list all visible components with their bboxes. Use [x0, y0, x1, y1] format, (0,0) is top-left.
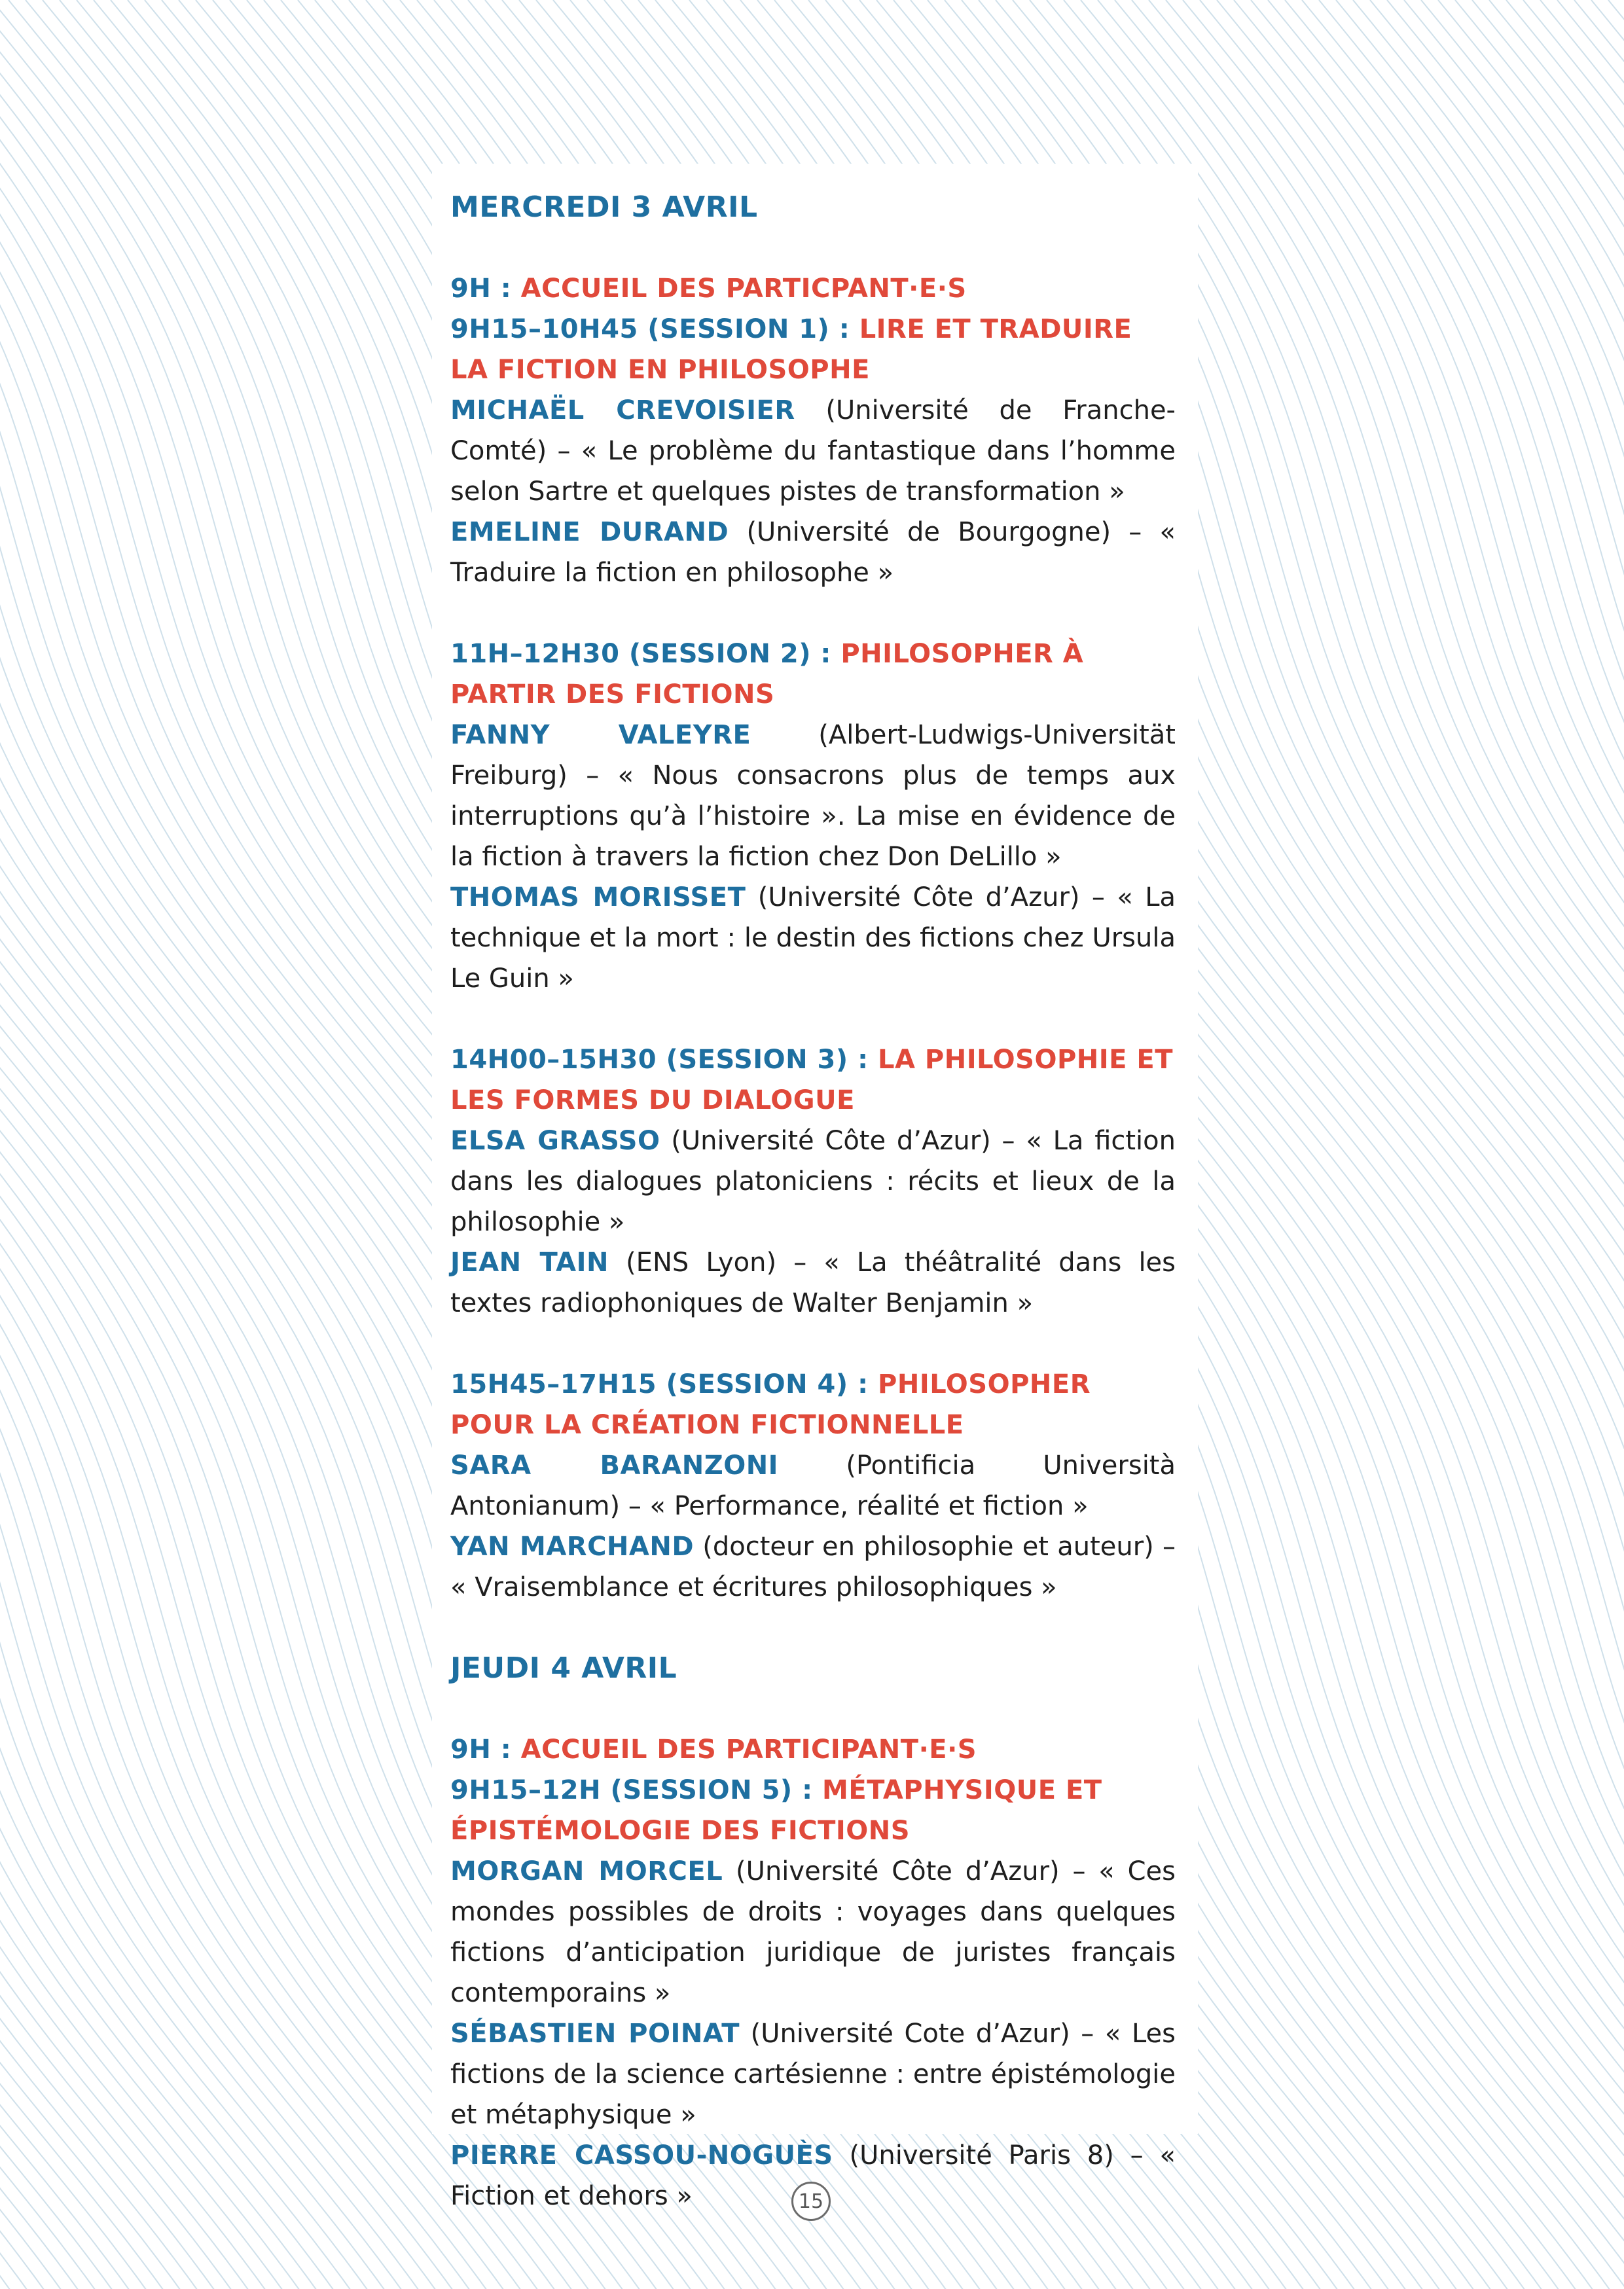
day-section-thursday [450, 1648, 1176, 2216]
talk-details: (Albert-Ludwigs-Universität Freiburg) – « Nous consacrons plus de temps aux interruptions qu’à l’histoire ». La mise en évidence de la fiction à travers la fiction chez Don DeLillo » [450, 720, 1176, 872]
day-heading: MERCREDI 3 AVRIL [450, 190, 758, 224]
wave-line [0, 0, 492, 2289]
speaker-name: THOMAS MORISSET [450, 882, 746, 912]
session-line [450, 1364, 1176, 1445]
wave-line [1183, 0, 1624, 2289]
talk-entry [450, 1851, 1176, 2013]
session-block [450, 268, 1176, 593]
talk-entry [450, 1445, 1176, 1526]
wave-line [0, 0, 152, 2289]
day-section-wednesday [450, 187, 1176, 1608]
talk-details: (Université Côte d’Azur) – « La technique et la mort : le destin des fictions chez Ursula Le Guin » [450, 882, 1176, 994]
wave-line [0, 0, 390, 2289]
speaker-name: SÉBASTIEN POINAT [450, 2019, 740, 2049]
session-time: 9H : [450, 274, 521, 304]
speaker-name: ELSA GRASSO [450, 1126, 660, 1156]
talk-entry [450, 1242, 1176, 1324]
wave-line [1523, 0, 1624, 2289]
talk-entry [450, 715, 1176, 877]
wave-line [1591, 0, 1624, 2289]
session-block [450, 1364, 1176, 1608]
speaker-name: EMELINE DURAND [450, 517, 729, 547]
talk-details: (Université de Bourgogne) – « Traduire la fiction en philosophe » [450, 517, 1176, 588]
program-page [450, 187, 1176, 2216]
session-time: 15H45–17H15 (SESSION 4) : [450, 1369, 878, 1399]
session-title: LIRE ET TRADUIRE LA FICTION EN PHILOSOPHE [450, 314, 1132, 385]
session-title: ACCUEIL DES PARTICIPANT·E·S [520, 1735, 977, 1765]
talk-entry [450, 1526, 1176, 1608]
talk-details: (Université Paris 8) – « Fiction et dehors » [450, 2140, 1176, 2211]
session-title: PHILOSOPHER À PARTIR DES FICTIONS [450, 639, 1084, 710]
talk-entry [450, 512, 1176, 593]
speaker-name: SARA BARANZONI [450, 1451, 779, 1481]
talk-details: (Université Côte d’Azur) – « La fiction dans les dialogues platoniciens : récits et lieux de la philosophie » [450, 1126, 1176, 1237]
page-number: 15 [791, 2182, 831, 2221]
talk-entry [450, 390, 1176, 512]
wave-line [1319, 0, 1624, 2289]
session-block [450, 634, 1176, 999]
wave-line [0, 0, 322, 2289]
session-time: 9H : [450, 1735, 521, 1765]
talk-details: (Pontificia Università Antonianum) – « Performance, réalité et fiction » [450, 1451, 1176, 1521]
wave-line [1251, 0, 1624, 2289]
session-time: 9H15–12H (SESSION 5) : [450, 1775, 823, 1805]
speaker-name: MORGAN MORCEL [450, 1856, 723, 1886]
wave-line [0, 0, 424, 2289]
session-line [450, 1039, 1176, 1121]
speaker-name: MICHAËL CREVOISIER [450, 395, 795, 425]
wave-line [0, 0, 356, 2289]
session-time: 14H00–15H30 (SESSION 3) : [450, 1045, 878, 1075]
wave-line [1149, 0, 1624, 2289]
wave-line [0, 0, 50, 2289]
session-line [450, 1729, 1176, 1770]
talk-entry [450, 877, 1176, 999]
session-title: ACCUEIL DES PARTICPANT·E·S [520, 274, 967, 304]
wave-line [1557, 0, 1624, 2289]
day-heading: JEUDI 4 AVRIL [450, 1651, 677, 1685]
talk-entry [450, 1121, 1176, 1242]
session-line [450, 309, 1176, 390]
talk-entry [450, 2013, 1176, 2135]
talk-details: (docteur en philosophie et auteur) – « Vraisemblance et écritures philosophiques » [450, 1532, 1176, 1602]
session-time: 9H15–10H45 (SESSION 1) : [450, 314, 859, 344]
wave-line [1489, 0, 1624, 2289]
talk-details: (ENS Lyon) – « La théâtralité dans les textes radiophoniques de Walter Benjamin » [450, 1248, 1176, 1318]
session-title: LA PHILOSOPHIE ET LES FORMES DU DIALOGUE [450, 1045, 1173, 1115]
wave-line [0, 0, 84, 2289]
session-line [450, 634, 1176, 715]
speaker-name: YAN MARCHAND [450, 1532, 695, 1562]
talk-details: (Université Cote d’Azur) – « Les fictions de la science cartésienne : entre épistémologie et métaphysique » [450, 2019, 1176, 2130]
talk-details: (Université Côte d’Azur) – « Ces mondes possibles de droits : voyages dans quelques fictions d’anticipation juridique de juristes français contemporains » [450, 1856, 1176, 2008]
session-block [450, 1729, 1176, 2216]
session-block [450, 1039, 1176, 1324]
speaker-name: FANNY VALEYRE [450, 720, 751, 750]
speaker-name: JEAN TAIN [450, 1248, 609, 1278]
session-title: MÉTAPHYSIQUE ET ÉPISTÉMOLOGIE DES FICTIONS [450, 1775, 1102, 1846]
wave-line [1353, 0, 1624, 2289]
wave-line [1217, 0, 1624, 2289]
wave-line [1285, 0, 1624, 2289]
wave-line [0, 0, 16, 2289]
session-line [450, 1770, 1176, 1851]
speaker-name: PIERRE CASSOU-NOGUÈS [450, 2140, 833, 2171]
session-title: PHILOSOPHER POUR LA CRÉATION FICTIONNELLE [450, 1369, 1091, 1440]
talk-details: (Université de Franche-Comté) – « Le problème du fantastique dans l’homme selon Sartre et quelques pistes de transformation » [450, 395, 1176, 507]
session-line [450, 268, 1176, 309]
session-time: 11H–12H30 (SESSION 2) : [450, 639, 841, 669]
wave-line [0, 0, 288, 2289]
